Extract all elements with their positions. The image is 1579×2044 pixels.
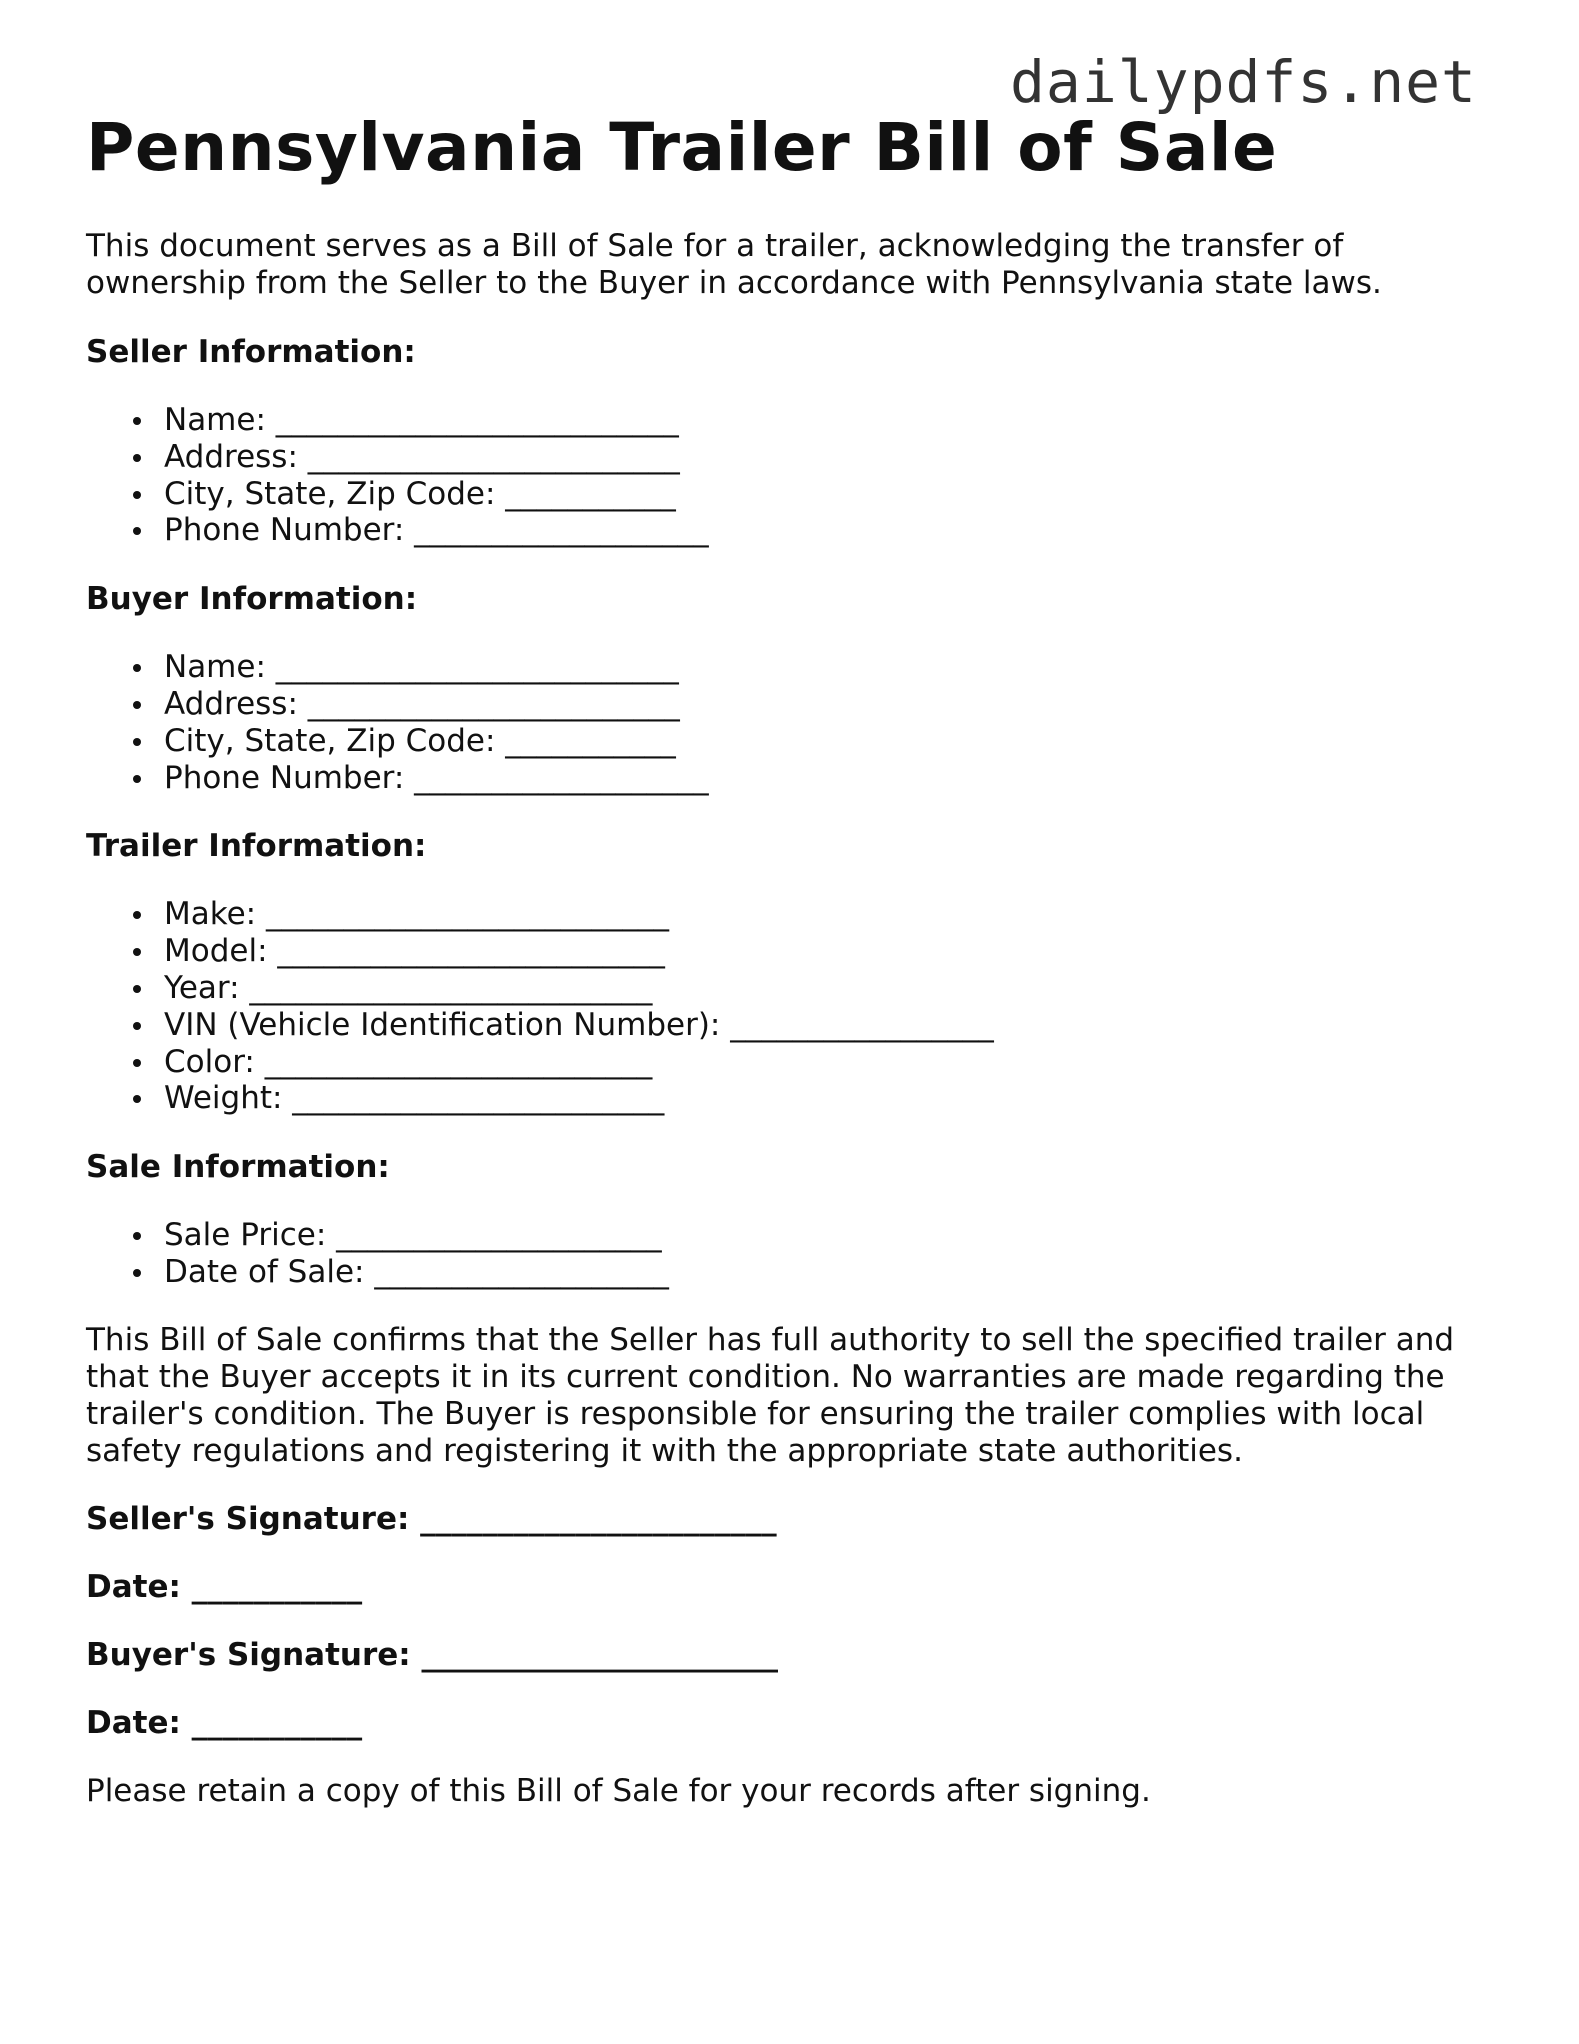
seller-address-field[interactable]: Address: ________________________ xyxy=(164,439,1486,476)
seller-fields-list xyxy=(86,402,1486,549)
watermark-logo: dailypdfs.net xyxy=(1010,48,1477,116)
buyer-address-field[interactable]: Address: ________________________ xyxy=(164,686,1486,723)
buyer-name-field[interactable]: Name: __________________________ xyxy=(164,649,1486,686)
buyer-signature-field[interactable]: Buyer's Signature: _______________________ xyxy=(86,1636,778,1673)
trailer-color-field[interactable]: Color: _________________________ xyxy=(164,1044,1486,1081)
seller-date-field[interactable]: Date: ___________ xyxy=(86,1568,363,1605)
seller-signature-field[interactable]: Seller's Signature: _______________________ xyxy=(86,1500,777,1537)
trailer-vin-field[interactable]: VIN (Vehicle Identification Number): _________________ xyxy=(164,1007,1486,1044)
closing-paragraph: This Bill of Sale confirms that the Seller has full authority to sell the specified trailer and that the Buyer accepts it in its current condition. No warranties are made regarding the trailer's condition. The Buyer is responsible for ensuring the trailer complies with local safety regulations and registering it with the appropriate state authorities. xyxy=(86,1321,1455,1469)
buyer-fields-list xyxy=(86,649,1486,796)
trailer-fields-list xyxy=(86,896,1486,1117)
trailer-year-field[interactable]: Year: __________________________ xyxy=(164,970,1486,1007)
buyer-phone-field[interactable]: Phone Number: ___________________ xyxy=(164,760,1486,797)
buyer-section-heading: Buyer Information: xyxy=(86,581,418,618)
sale-date-field[interactable]: Date of Sale: ___________________ xyxy=(164,1254,1486,1291)
retain-note: Please retain a copy of this Bill of Sale for your records after signing. xyxy=(86,1772,1151,1809)
intro-paragraph: This document serves as a Bill of Sale for a trailer, acknowledging the transfer of ownership from the Seller to the Buyer in accordance with Pennsylvania state laws. xyxy=(86,228,1382,301)
page-title: Pennsylvania Trailer Bill of Sale xyxy=(86,109,1278,186)
seller-name-field[interactable]: Name: __________________________ xyxy=(164,402,1486,439)
sale-fields-list xyxy=(86,1217,1486,1291)
sale-price-field[interactable]: Sale Price: _____________________ xyxy=(164,1217,1486,1254)
trailer-model-field[interactable]: Model: _________________________ xyxy=(164,933,1486,970)
trailer-weight-field[interactable]: Weight: ________________________ xyxy=(164,1080,1486,1117)
trailer-make-field[interactable]: Make: __________________________ xyxy=(164,896,1486,933)
seller-section-heading: Seller Information: xyxy=(86,334,416,370)
buyer-city-state-zip-field[interactable]: City, State, Zip Code: ___________ xyxy=(164,723,1486,760)
document-page xyxy=(86,108,1486,1810)
seller-phone-field[interactable]: Phone Number: ___________________ xyxy=(164,512,1486,549)
sale-section-heading: Sale Information: xyxy=(86,1149,390,1186)
buyer-date-field[interactable]: Date: ___________ xyxy=(86,1704,363,1741)
trailer-section-heading: Trailer Information: xyxy=(86,828,427,865)
seller-city-state-zip-field[interactable]: City, State, Zip Code: ___________ xyxy=(164,476,1486,513)
